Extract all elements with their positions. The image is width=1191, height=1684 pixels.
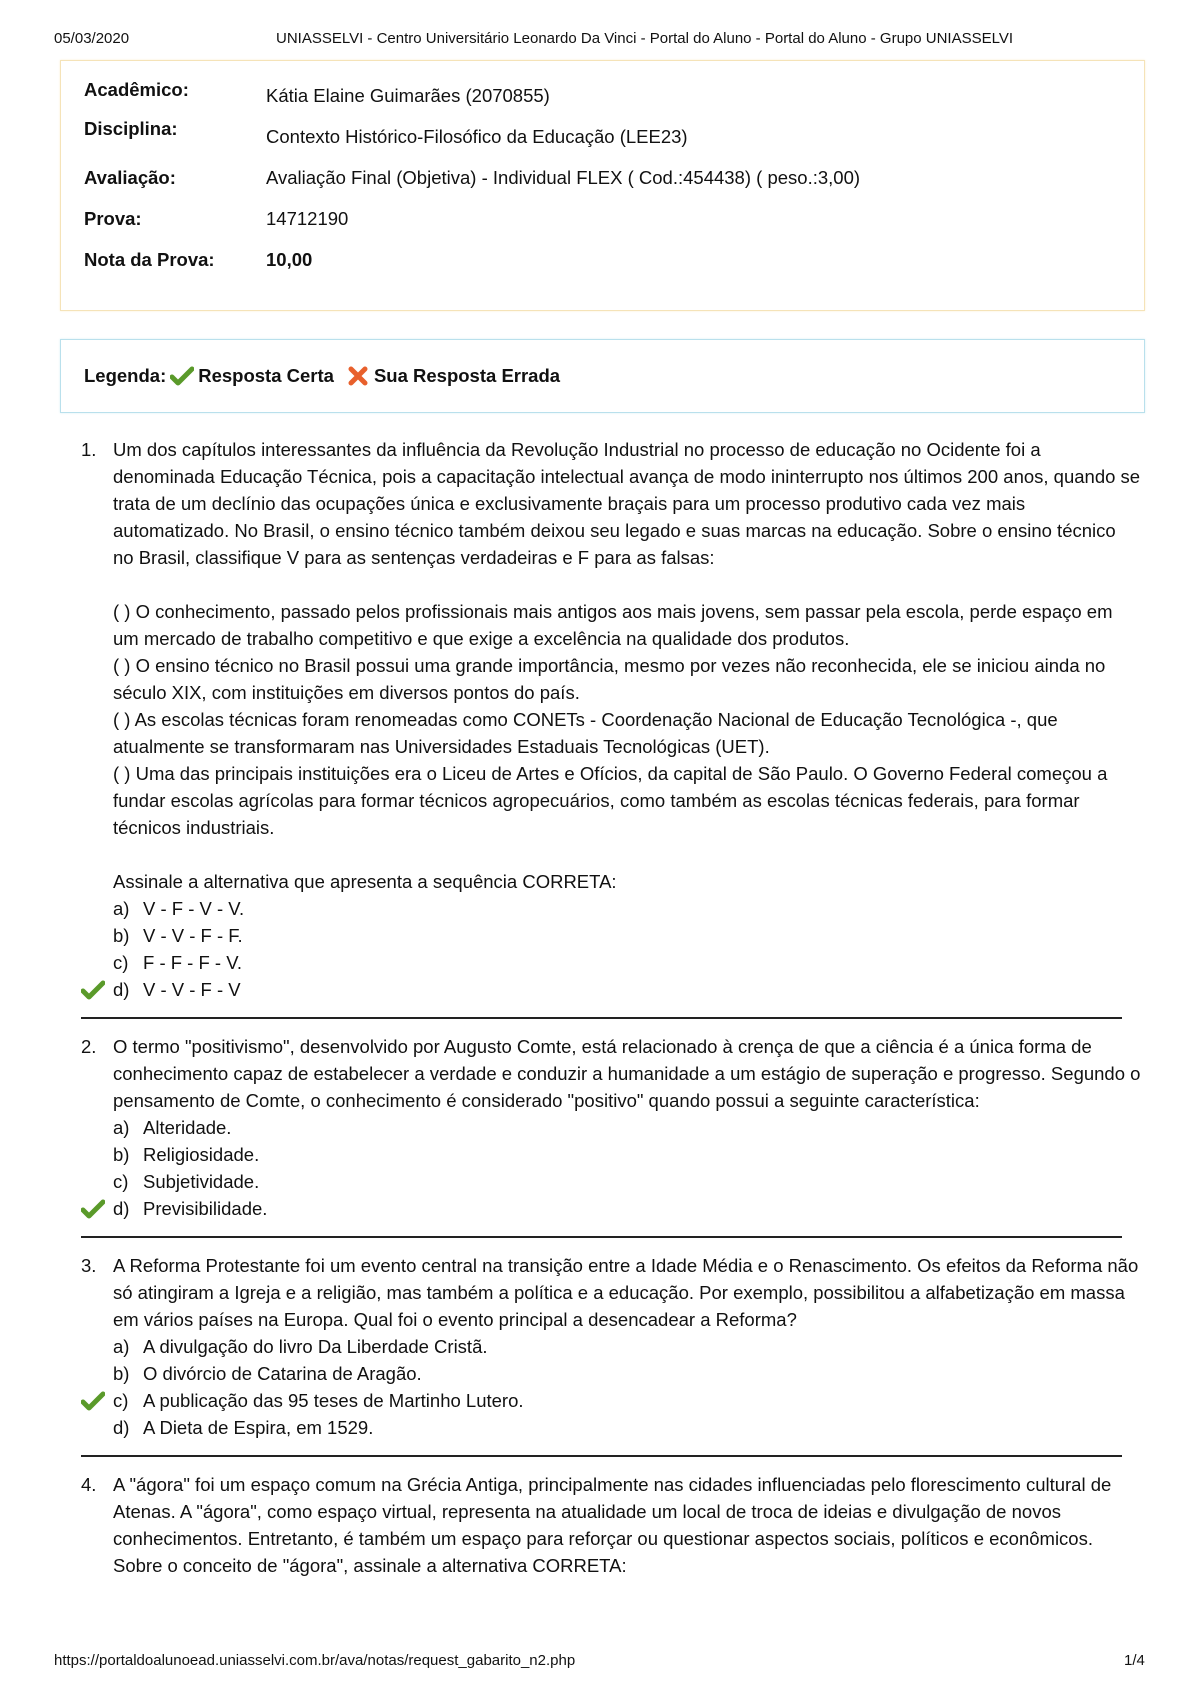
question-separator	[81, 1455, 1122, 1457]
question-text: A "ágora" foi um espaço comum na Grécia Antiga, principalmente nas cidades influenciadas pelo florescimento cultural de Atenas. A "ágora", como espaço virtual, representa na atualidade um local de troca de ideias e divulgação de novos conhecimentos. Entretanto, é também um espaço para reforçar ou questionar aspectos sociais, políticos e econômicos. Sobre o conceito de "ágora", assinale a alternativa CORRETA:	[113, 1474, 1112, 1576]
option-text: A publicação das 95 teses de Martinho Lutero.	[143, 1390, 524, 1411]
info-value: Kátia Elaine Guimarães (2070855)	[266, 85, 550, 106]
page-number: 1/4	[1124, 1652, 1145, 1669]
option-text: Alteridade.	[143, 1117, 232, 1138]
option-text: V - F - V - V.	[143, 898, 245, 919]
option-text: O divórcio de Catarina de Aragão.	[143, 1363, 422, 1384]
answer-option	[113, 1360, 1141, 1387]
answer-option	[113, 1195, 1141, 1222]
question	[81, 1252, 1141, 1441]
option-text: A Dieta de Espira, em 1529.	[143, 1417, 374, 1438]
option-letter: c)	[113, 1171, 129, 1192]
info-label: Nota da Prova:	[84, 249, 215, 270]
check-icon	[170, 366, 194, 386]
option-letter: d)	[113, 1417, 130, 1438]
option-letter: b)	[113, 1144, 130, 1165]
option-letter: d)	[113, 1198, 130, 1219]
check-icon	[81, 980, 105, 1007]
option-text: A divulgação do livro Da Liberdade Cristã.	[143, 1336, 488, 1357]
option-text: V - V - F - F.	[143, 925, 243, 946]
answer-option	[113, 1114, 1141, 1141]
info-value: Avaliação Final (Objetiva) - Individual FLEX ( Cod.:454438) ( peso.:3,00)	[266, 167, 861, 188]
legend-label: Legenda:	[84, 365, 167, 386]
question	[81, 1033, 1141, 1222]
option-text: Religiosidade.	[143, 1144, 260, 1165]
questions-list	[81, 436, 1141, 1579]
question-text: O termo "positivismo", desenvolvido por Augusto Comte, está relacionado à crença de que a ciência é a única forma de conhecimento capaz de estabelecer a verdade e conduzir a humanidade a um estágio de superação e progresso. Segundo o pensamento de Comte, o conhecimento é considerado "positivo" quando possui a seguinte característica:	[113, 1036, 1141, 1111]
answer-option	[113, 949, 1141, 976]
option-letter: c)	[113, 1390, 129, 1411]
student-info-box	[60, 60, 1145, 311]
answer-option	[113, 1387, 1141, 1414]
answer-option	[113, 1414, 1141, 1441]
info-value: 14712190	[266, 208, 349, 229]
info-value: Contexto Histórico-Filosófico da Educação (LEE23)	[266, 126, 688, 147]
option-letter: a)	[113, 1117, 130, 1138]
option-letter: b)	[113, 925, 130, 946]
check-icon	[81, 1199, 105, 1226]
question-number: 3.	[81, 1255, 97, 1276]
answer-option	[113, 1141, 1141, 1168]
question-number: 1.	[81, 439, 97, 460]
question-prompt: Assinale a alternativa que apresenta a sequência CORRETA:	[113, 871, 617, 892]
option-letter: a)	[113, 1336, 130, 1357]
question-separator	[81, 1236, 1122, 1238]
statement: ( ) O conhecimento, passado pelos profissionais mais antigos aos mais jovens, sem passar pela escola, perde espaço em um mercado de trabalho competitivo e que exige a excelência na qualidade dos produtos.	[113, 601, 1113, 649]
option-text: Previsibilidade.	[143, 1198, 268, 1219]
page-url: https://portaldoalunoead.uniasselvi.com.br/ava/notas/request_gabarito_n2.php	[54, 1652, 576, 1669]
option-letter: d)	[113, 979, 130, 1000]
info-label: Disciplina:	[84, 118, 178, 139]
info-label: Acadêmico:	[84, 79, 189, 100]
option-letter: b)	[113, 1363, 130, 1384]
page-title: UNIASSELVI - Centro Universitário Leonardo Da Vinci - Portal do Aluno - Portal do Aluno - Grupo UNIASSELVI	[276, 30, 1014, 47]
option-letter: a)	[113, 898, 130, 919]
answer-option	[113, 976, 1141, 1003]
question	[81, 1471, 1141, 1579]
option-text: V - V - F - V	[143, 979, 241, 1000]
answer-option	[113, 1333, 1141, 1360]
option-text: Subjetividade.	[143, 1171, 260, 1192]
question	[81, 436, 1141, 1003]
question-text: Um dos capítulos interessantes da influência da Revolução Industrial no processo de educação no Ocidente foi a denominada Educação Técnica, pois a capacitação intelectual avança de modo ininterrupto nos últimos 200 anos, quando se trata de um declínio das ocupações única e exclusivamente braçais para um processo produtivo cada vez mais automatizado. No Brasil, o ensino técnico também deixou seu legado e suas marcas na educação. Sobre o ensino técnico no Brasil, classifique V para as sentenças verdadeiras e F para as falsas:	[113, 439, 1141, 568]
check-icon	[81, 1391, 105, 1418]
statement: ( ) As escolas técnicas foram renomeadas como CONETs - Coordenação Nacional de Educação Tecnológica -, que atualmente se transformaram nas Universidades Estaduais Tecnológicas (UET).	[113, 709, 1058, 757]
info-label: Prova:	[84, 208, 142, 229]
answer-option	[113, 922, 1141, 949]
cross-icon	[346, 366, 370, 386]
answer-option	[113, 895, 1141, 922]
option-letter: c)	[113, 952, 129, 973]
statement: ( ) Uma das principais instituições era o Liceu de Artes e Ofícios, da capital de São Paulo. O Governo Federal começou a fundar escolas agrícolas para formar técnicos agropecuários, como também as escolas técnicas federais, para formar técnicos industriais.	[113, 763, 1108, 838]
statement: ( ) O ensino técnico no Brasil possui uma grande importância, mesmo por vezes não reconhecida, ele se iniciou ainda no século XIX, com instituições em diversos pontos do país.	[113, 655, 1106, 703]
question-separator	[81, 1017, 1122, 1019]
legend-wrong: Sua Resposta Errada	[373, 365, 561, 386]
option-text: F - F - F - V.	[143, 952, 243, 973]
legend-box	[60, 339, 1145, 413]
answer-option	[113, 1168, 1141, 1195]
info-value: 10,00	[266, 249, 313, 270]
question-number: 2.	[81, 1036, 97, 1057]
question-number: 4.	[81, 1474, 97, 1495]
question-text: A Reforma Protestante foi um evento central na transição entre a Idade Média e o Renascimento. Os efeitos da Reforma não só atingiram a Igreja e a religião, mas também a política e a educação. Por exemplo, possibilitou a alfabetização em massa em vários países na Europa. Qual foi o evento principal a desencadear a Reforma?	[113, 1255, 1139, 1330]
legend-correct: Resposta Certa	[198, 365, 334, 386]
info-label: Avaliação:	[84, 167, 176, 188]
print-date: 05/03/2020	[54, 30, 130, 47]
